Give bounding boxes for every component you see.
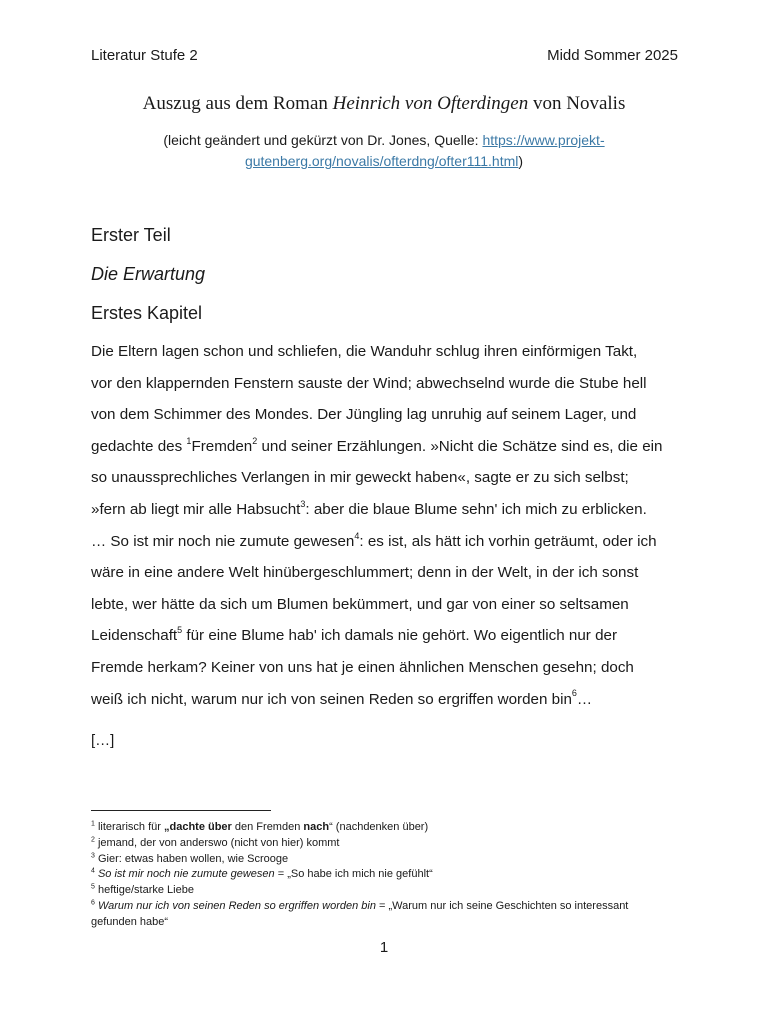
footnote-4 — [91, 867, 691, 883]
excerpt-text: … So ist mir noch nie zumute gewesen — [91, 532, 355, 550]
footnote-3 — [91, 852, 691, 868]
excerpt-line — [91, 620, 681, 652]
excerpt-line: Fremde herkam? Keiner von uns hat je einen ähnlichen Menschen gesehn; doch — [91, 658, 634, 676]
footnote-text: den Fremden — [231, 821, 304, 833]
excerpt-text: gedachte des — [91, 437, 187, 455]
footnote-text: jemand, der von anderswo (nicht von hier) kommt — [94, 836, 340, 849]
footnote-number: 1 — [91, 820, 95, 828]
excerpt-text: Leidenschaft — [91, 627, 178, 645]
footnote-text: = „Warum nur ich seine Geschichten so interessant — [375, 899, 629, 912]
footnotes — [91, 820, 691, 931]
excerpt-line — [91, 431, 681, 463]
footnote-2 — [91, 836, 691, 852]
excerpt-text: … — [576, 690, 593, 708]
excerpt-text: weiß ich nicht, warum nur ich von seinen Reden so ergriffen worden bin — [91, 690, 572, 708]
footnote-number: 4 — [91, 867, 95, 875]
excerpt-line: wäre in eine andere Welt hinübergeschlummert; denn in der Welt, in der ich sonst — [91, 564, 639, 582]
footnote-number: 2 — [91, 836, 95, 844]
title-work: Heinrich von Ofterdingen — [332, 93, 529, 114]
footnote-ref[interactable]: 2 — [252, 435, 258, 446]
footnote-separator — [91, 810, 271, 811]
novel-excerpt — [91, 336, 681, 715]
header-course: Literatur Stufe 2 — [91, 47, 198, 64]
footnote-text: “ (nachdenken über) — [329, 821, 429, 833]
excerpt-text: und seiner Erzählungen. »Nicht die Schätze sind es, die ein — [257, 437, 663, 455]
footnote-text: = „So habe ich mich nie gefühlt“ — [274, 868, 433, 881]
footnote-italic: So ist mir noch nie zumute gewesen — [94, 868, 275, 881]
excerpt-line — [91, 684, 681, 716]
footnote-ref[interactable]: 1 — [186, 435, 192, 446]
excerpt-text: Fremden — [191, 437, 253, 455]
title-suffix: von Novalis — [528, 93, 626, 114]
excerpt-line: vor den klappernden Fenstern sauste der Wind; abwechselnd wurde die Stube hell — [91, 374, 647, 392]
footnote-6 — [91, 899, 691, 931]
footnote-text: literarisch für — [94, 821, 164, 833]
chapter-heading: Erstes Kapitel — [91, 303, 203, 323]
footnote-ref[interactable]: 5 — [177, 625, 183, 636]
header-term: Midd Sommer 2025 — [547, 47, 678, 64]
source-note-text: (leicht geändert und gekürzt von Dr. Jones, Quelle: — [163, 132, 483, 148]
excerpt-text: : aber die blaue Blume sehn' ich mich zu erblicken. — [305, 500, 647, 518]
footnote-ref[interactable]: 4 — [354, 530, 360, 541]
footnote-number: 5 — [91, 883, 95, 891]
title-prefix: Auszug aus dem Roman — [142, 93, 333, 114]
footnote-text: gefunden habe“ — [91, 915, 169, 928]
source-link-line2: gutenberg.org/novalis/ofterdng/ofter111.html — [244, 153, 519, 169]
footnote-5 — [91, 883, 691, 899]
footnote-number: 6 — [91, 899, 95, 907]
excerpt-line — [91, 526, 681, 558]
section-heading: Die Erwartung — [91, 264, 206, 284]
excerpt-line: Die Eltern lagen schon und schliefen, die Wanduhr schlug ihren einförmigen Takt, — [91, 343, 638, 360]
excerpt-text: : es ist, als hätt ich vorhin geträumt, oder ich — [359, 532, 657, 550]
excerpt-line: so unaussprechliches Verlangen in mir geweckt haben«, sagte er zu sich selbst; — [91, 469, 629, 487]
footnote-1 — [91, 820, 691, 836]
excerpt-line — [91, 494, 681, 526]
page-number: 1 — [379, 939, 389, 956]
document-title — [0, 93, 768, 115]
source-note-close: ) — [518, 153, 524, 169]
part-heading: Erster Teil — [91, 225, 171, 245]
footnote-text: Gier: etwas haben wollen, wie Scrooge — [94, 852, 289, 865]
footnote-italic: Warum nur ich von seinen Reden so ergriffen worden bin — [94, 899, 376, 912]
source-link-line1: https://www.projekt- — [482, 132, 605, 148]
footnote-bold: nach — [303, 821, 330, 833]
excerpt-text: »fern ab liegt mir alle Habsucht — [91, 500, 301, 518]
excerpt-line: von dem Schimmer des Mondes. Der Jüngling lag unruhig auf seinem Lager, und — [91, 406, 637, 424]
omission-mark: […] — [91, 732, 115, 749]
footnote-number: 3 — [91, 851, 95, 859]
excerpt-text: für eine Blume hab' ich damals nie gehört. Wo eigentlich nur der — [182, 627, 618, 645]
footnote-text: heftige/starke Liebe — [94, 884, 194, 897]
footnote-ref[interactable]: 3 — [300, 498, 306, 509]
footnote-ref[interactable]: 6 — [571, 688, 577, 699]
footnote-bold: „dachte über — [163, 821, 232, 833]
excerpt-line: lebte, wer hätte da sich um Blumen bekümmert, und gar von einer so seltsamen — [91, 595, 629, 613]
source-note — [110, 130, 658, 172]
page-header — [91, 47, 678, 69]
